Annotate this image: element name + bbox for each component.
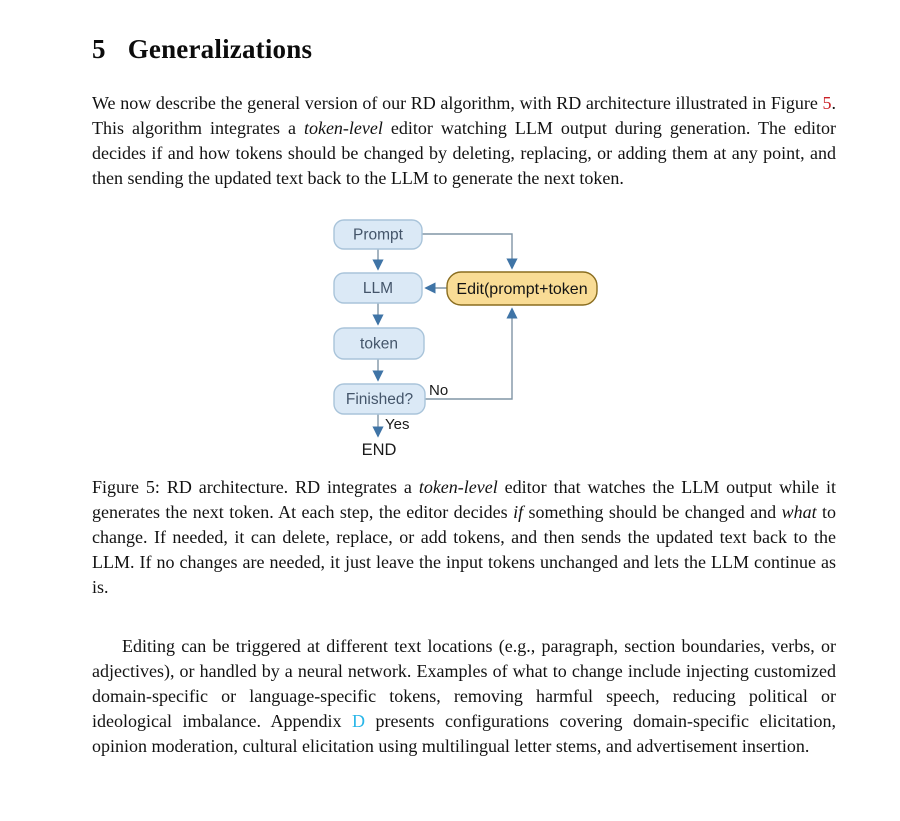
yes-branch-label: Yes bbox=[385, 416, 410, 433]
caption-text: to change. If needed, it can delete, replace, or add tokens, and then sends the updated text back to the LLM. If no changes are needed, it just leave the input tokens unchanged and lets the LLM continue as is. bbox=[92, 502, 836, 597]
caption-emphasis: if bbox=[513, 502, 524, 522]
figure-ref-link[interactable]: 5 bbox=[822, 93, 832, 113]
no-branch-label: No bbox=[429, 382, 449, 399]
section-title: Generalizations bbox=[127, 34, 313, 64]
editing-text: Editing can be triggered at different text locations (e.g., paragraph, section boundaries, verbs, or adjectives), or handled by a neural network. Examples of what to change include injecting customized domain-specific or language-specific tokens, removing harmful speech, reducing political or ideological imbalance. Appendix bbox=[92, 636, 836, 731]
editing-text: presents configurations covering domain-specific elicitation, opinion moderation, cultural elicitation using multilingual letter stems, and advertisement insertion. bbox=[92, 711, 837, 756]
caption-text: Figure 5: RD architecture. RD integrates a bbox=[92, 477, 419, 497]
caption-emphasis: what bbox=[781, 502, 817, 522]
caption-text: something should be changed and bbox=[523, 502, 782, 522]
intro-text: . This algorithm integrates a bbox=[92, 93, 836, 138]
finished-node-label: Finished? bbox=[345, 391, 414, 408]
figure-5-flowchart bbox=[92, 215, 836, 463]
intro-emphasis: token-level bbox=[303, 118, 383, 138]
appendix-ref-link[interactable]: D bbox=[352, 711, 366, 731]
edit-node-label: Edit(prompt+token bbox=[456, 281, 588, 298]
llm-node-label: LLM bbox=[362, 280, 394, 297]
rd-architecture-diagram bbox=[325, 215, 610, 463]
caption-emphasis: token-level bbox=[418, 477, 498, 497]
paragraph-intro bbox=[92, 91, 836, 191]
section-number: 5 bbox=[92, 34, 106, 64]
caption-text: editor that watches the LLM output while it generates the next token. At each step, the editor decides bbox=[92, 477, 837, 522]
prompt-node-label: Prompt bbox=[353, 226, 403, 244]
token-node-label: token bbox=[360, 335, 398, 353]
end-node-label: END bbox=[361, 441, 397, 459]
edge-prompt-to-edit bbox=[422, 234, 512, 268]
section-heading bbox=[92, 34, 836, 65]
paragraph-editing bbox=[92, 634, 836, 759]
intro-text: editor watching LLM output during generation. The editor decides if and how tokens should be changed by deleting, replacing, or adding them at any point, and then sending the updated text back to the LLM to generate the next token. bbox=[92, 118, 836, 188]
figure-caption bbox=[92, 475, 836, 600]
intro-text: We now describe the general version of our RD algorithm, with RD architecture illustrated in Figure bbox=[92, 93, 823, 113]
